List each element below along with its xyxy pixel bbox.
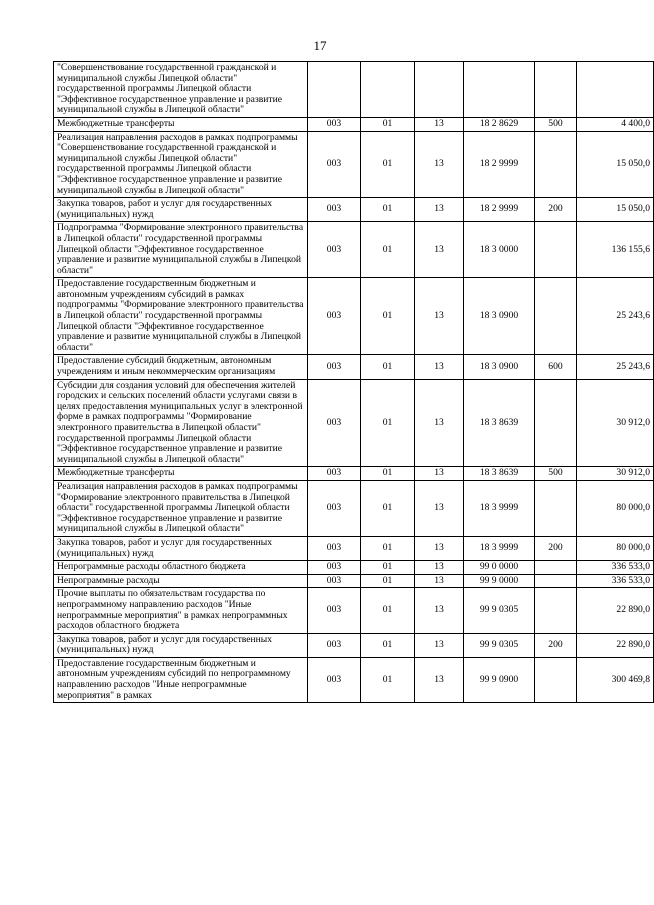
expense-name-cell: Субсидии для создания условий для обеспечения жителей городских и сельских поселений области услугами связи в целях предоставления муниципальных услуг в электронной форме в рамках подпрограммы "Формирование электронного правительства в Липецкой области" государственной программы Липецкой области "Эффективное государственное управление и развитие муниципальной службы в Липецкой области": [54, 379, 308, 467]
expense-name-cell: Межбюджетные трансферты: [54, 117, 308, 131]
section-code-cell: 01: [361, 355, 415, 379]
table-row: [54, 657, 654, 702]
expense-name-cell: Реализация направления расходов в рамках подпрограммы "Совершенствование государственной гражданской и муниципальной службы Липецкой области" государственной программы Липецкой области "Эффективное государственное управление и развитие муниципальной службы в Липецкой области": [54, 131, 308, 198]
target-article-cell: 18 2 9999: [464, 198, 535, 222]
subsection-code-cell: 13: [415, 355, 464, 379]
target-article-cell: 18 3 8639: [464, 379, 535, 467]
table-row: [54, 633, 654, 657]
administrator-code-cell: 003: [308, 278, 361, 355]
expense-type-cell: 200: [535, 198, 577, 222]
administrator-code-cell: 003: [308, 131, 361, 198]
expense-name-cell: Непрограммные расходы: [54, 574, 308, 588]
expense-name-cell: Закупка товаров, работ и услуг для государственных (муниципальных) нужд: [54, 198, 308, 222]
table-row: [54, 561, 654, 575]
table-row: [54, 467, 654, 481]
amount-cell: 80 000,0: [577, 480, 654, 536]
amount-cell: 30 912,0: [577, 467, 654, 481]
expense-type-cell: 600: [535, 355, 577, 379]
expense-type-cell: 200: [535, 633, 577, 657]
amount-cell: [577, 62, 654, 118]
expense-name-cell: Прочие выплаты по обязательствам государства по непрограммному направлению расходов "Иные непрограммные мероприятия" в рамках непрограммных расходов областного бюджета: [54, 588, 308, 633]
budget-table: [53, 61, 654, 703]
amount-cell: 336 533,0: [577, 574, 654, 588]
section-code-cell: 01: [361, 278, 415, 355]
administrator-code-cell: 003: [308, 198, 361, 222]
amount-cell: 136 155,6: [577, 222, 654, 278]
subsection-code-cell: [415, 62, 464, 118]
administrator-code-cell: 003: [308, 222, 361, 278]
target-article-cell: 99 9 0000: [464, 574, 535, 588]
amount-cell: 15 050,0: [577, 198, 654, 222]
expense-type-cell: 200: [535, 536, 577, 560]
table-row: [54, 62, 654, 118]
table-row: [54, 480, 654, 536]
section-code-cell: 01: [361, 131, 415, 198]
expense-type-cell: [535, 657, 577, 702]
amount-cell: 336 533,0: [577, 561, 654, 575]
table-row: [54, 588, 654, 633]
target-article-cell: 18 3 0900: [464, 278, 535, 355]
expense-name-cell: Закупка товаров, работ и услуг для государственных (муниципальных) нужд: [54, 536, 308, 560]
administrator-code-cell: 003: [308, 480, 361, 536]
section-code-cell: 01: [361, 633, 415, 657]
administrator-code-cell: 003: [308, 536, 361, 560]
section-code-cell: 01: [361, 588, 415, 633]
section-code-cell: 01: [361, 467, 415, 481]
subsection-code-cell: 13: [415, 222, 464, 278]
subsection-code-cell: 13: [415, 117, 464, 131]
administrator-code-cell: 003: [308, 561, 361, 575]
subsection-code-cell: 13: [415, 467, 464, 481]
table-row: [54, 117, 654, 131]
subsection-code-cell: 13: [415, 574, 464, 588]
administrator-code-cell: 003: [308, 379, 361, 467]
amount-cell: 22 890,0: [577, 588, 654, 633]
target-article-cell: 18 3 9999: [464, 536, 535, 560]
amount-cell: 4 400,0: [577, 117, 654, 131]
administrator-code-cell: 003: [308, 588, 361, 633]
administrator-code-cell: 003: [308, 117, 361, 131]
target-article-cell: 18 3 0000: [464, 222, 535, 278]
target-article-cell: 18 2 9999: [464, 131, 535, 198]
subsection-code-cell: 13: [415, 198, 464, 222]
expense-name-cell: Межбюджетные трансферты: [54, 467, 308, 481]
administrator-code-cell: 003: [308, 633, 361, 657]
amount-cell: 25 243,6: [577, 355, 654, 379]
expense-name-cell: Предоставление государственным бюджетным и автономным учреждениям субсидий в рамках подпрограммы "Формирование электронного правительства в Липецкой области" государственной программы Липецкой области "Эффективное государственное управление и развитие муниципальной службы в Липецкой области": [54, 278, 308, 355]
table-row: [54, 574, 654, 588]
table-row: [54, 379, 654, 467]
target-article-cell: 99 0 0000: [464, 561, 535, 575]
expense-type-cell: [535, 278, 577, 355]
table-row: [54, 278, 654, 355]
expense-type-cell: [535, 480, 577, 536]
expense-name-cell: Реализация направления расходов в рамках подпрограммы "Формирование электронного правительства в Липецкой области" государственной программы Липецкой области "Эффективное государственное управление и развитие муниципальной службы в Липецкой области": [54, 480, 308, 536]
section-code-cell: 01: [361, 379, 415, 467]
administrator-code-cell: [308, 62, 361, 118]
amount-cell: 15 050,0: [577, 131, 654, 198]
expense-name-cell: Предоставление государственным бюджетным и автономным учреждениям субсидий по непрограммному направлению расходов "Иные непрограммные мероприятия" в рамках: [54, 657, 308, 702]
expense-type-cell: 500: [535, 117, 577, 131]
target-article-cell: 18 3 8639: [464, 467, 535, 481]
expense-type-cell: [535, 561, 577, 575]
expense-type-cell: [535, 588, 577, 633]
target-article-cell: 18 3 9999: [464, 480, 535, 536]
expense-type-cell: [535, 131, 577, 198]
target-article-cell: 99 9 0900: [464, 657, 535, 702]
table-row: [54, 131, 654, 198]
amount-cell: 22 890,0: [577, 633, 654, 657]
administrator-code-cell: 003: [308, 467, 361, 481]
section-code-cell: 01: [361, 536, 415, 560]
expense-name-cell: Непрограммные расходы областного бюджета: [54, 561, 308, 575]
expense-name-cell: Закупка товаров, работ и услуг для государственных (муниципальных) нужд: [54, 633, 308, 657]
target-article-cell: 18 3 0900: [464, 355, 535, 379]
subsection-code-cell: 13: [415, 379, 464, 467]
subsection-code-cell: 13: [415, 561, 464, 575]
expense-name-cell: "Совершенствование государственной гражданской и муниципальной службы Липецкой области" государственной программы Липецкой области "Эффективное государственное управление и развитие муниципальной службы в Липецкой области": [54, 62, 308, 118]
section-code-cell: 01: [361, 198, 415, 222]
subsection-code-cell: 13: [415, 536, 464, 560]
expense-name-cell: Предоставление субсидий бюджетным, автономным учреждениям и иным некоммерческим организациям: [54, 355, 308, 379]
table-row: [54, 222, 654, 278]
subsection-code-cell: 13: [415, 278, 464, 355]
table-row: [54, 355, 654, 379]
amount-cell: 25 243,6: [577, 278, 654, 355]
table-row: [54, 536, 654, 560]
administrator-code-cell: 003: [308, 355, 361, 379]
amount-cell: 300 469,8: [577, 657, 654, 702]
expense-type-cell: 500: [535, 467, 577, 481]
subsection-code-cell: 13: [415, 633, 464, 657]
table-row: [54, 198, 654, 222]
expense-name-cell: Подпрограмма "Формирование электронного правительства в Липецкой области" государственной программы Липецкой области "Эффективное государственное управление и развитие муниципальной службы в Липецкой области": [54, 222, 308, 278]
administrator-code-cell: 003: [308, 574, 361, 588]
subsection-code-cell: 13: [415, 588, 464, 633]
subsection-code-cell: 13: [415, 480, 464, 536]
expense-type-cell: [535, 222, 577, 278]
section-code-cell: 01: [361, 222, 415, 278]
target-article-cell: 18 2 8629: [464, 117, 535, 131]
section-code-cell: 01: [361, 117, 415, 131]
administrator-code-cell: 003: [308, 657, 361, 702]
section-code-cell: 01: [361, 561, 415, 575]
section-code-cell: 01: [361, 480, 415, 536]
target-article-cell: 99 9 0305: [464, 588, 535, 633]
section-code-cell: [361, 62, 415, 118]
subsection-code-cell: 13: [415, 657, 464, 702]
amount-cell: 30 912,0: [577, 379, 654, 467]
subsection-code-cell: 13: [415, 131, 464, 198]
target-article-cell: 99 9 0305: [464, 633, 535, 657]
section-code-cell: 01: [361, 574, 415, 588]
section-code-cell: 01: [361, 657, 415, 702]
page-number: 17: [313, 38, 327, 53]
expense-type-cell: [535, 62, 577, 118]
amount-cell: 80 000,0: [577, 536, 654, 560]
target-article-cell: [464, 62, 535, 118]
expense-type-cell: [535, 379, 577, 467]
expense-type-cell: [535, 574, 577, 588]
